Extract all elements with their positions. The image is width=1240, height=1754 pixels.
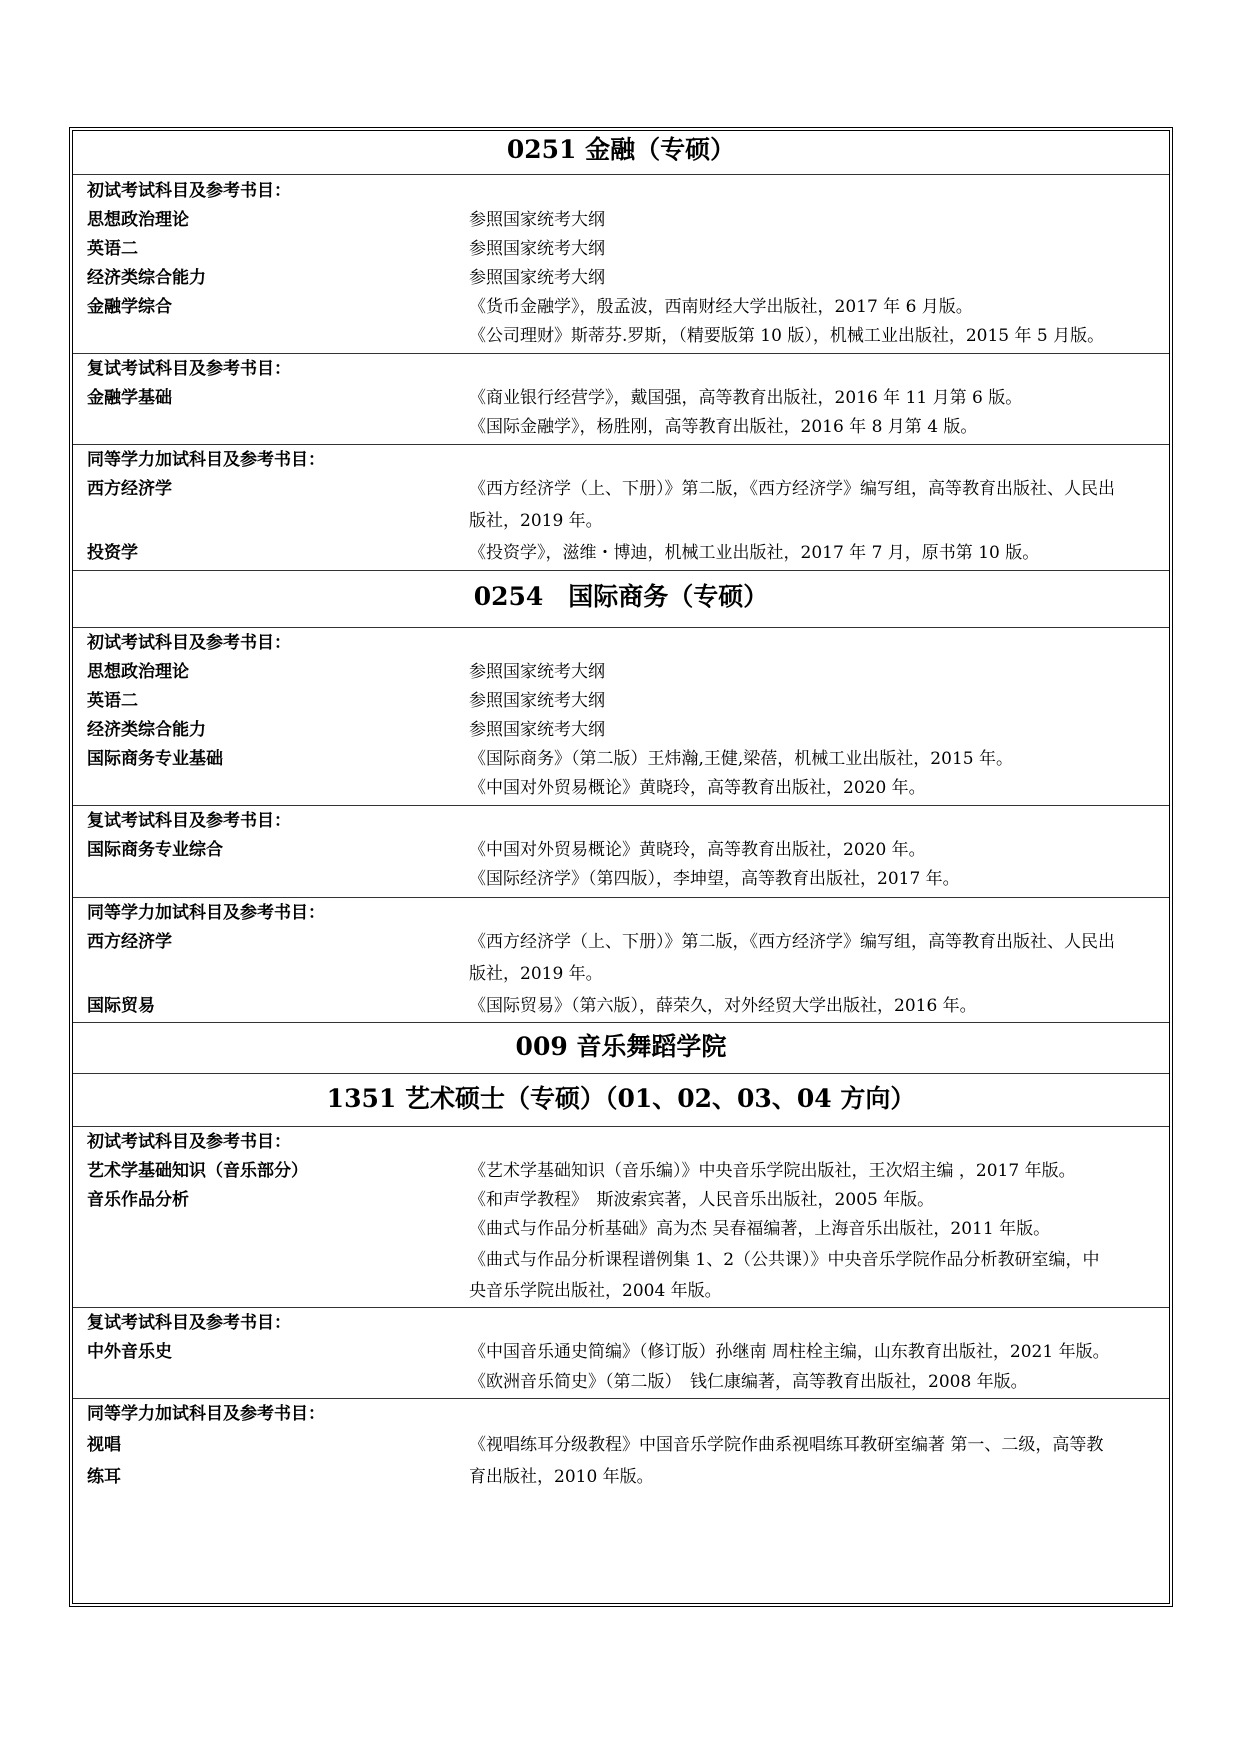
table-row [87, 926, 1163, 958]
reference-text: 《投资学》，滋维・博迪，机械工业出版社，2017 年 7 月，原书第 10 版。 [469, 543, 1040, 563]
table-row [87, 772, 1163, 804]
section-header [87, 353, 1163, 385]
table-row [87, 320, 1163, 352]
table-row [87, 382, 1163, 414]
reference-text: 《西方经济学（上、下册）》第二版，《西方经济学》编写组，高等教育出版社、人民出 [469, 479, 1115, 499]
retest-exam-header: 复试考试科目及参考书目： [87, 1313, 291, 1333]
initial-exam-header: 初试考试科目及参考书目： [87, 633, 291, 653]
table-row [87, 1461, 1163, 1493]
reference-text: 《国际经济学》（第四版），李坤望，高等教育出版社，2017 年。 [469, 869, 960, 889]
divider [73, 1022, 1169, 1023]
section-title-1351: 1351 艺术硕士（专硕）（01、02、03、04 方向） [326, 1084, 916, 1113]
subject-label: 中外音乐史 [87, 1342, 172, 1362]
reference-text: 参照国家统考大纲 [469, 268, 605, 288]
reference-text: 《国际商务》（第二版）王炜瀚,王健,梁蓓，机械工业出版社，2015 年。 [469, 749, 1013, 769]
reference-text: 参照国家统考大纲 [469, 662, 605, 682]
section-header [87, 444, 1163, 476]
table-row [87, 834, 1163, 866]
initial-exam-header: 初试考试科目及参考书目： [87, 1132, 291, 1152]
table-row [87, 1336, 1163, 1368]
reference-text: 《货币金融学》，殷孟波，西南财经大学出版社，2017 年 6 月版。 [469, 297, 973, 317]
subject-label: 视唱 [87, 1435, 121, 1455]
subject-label: 音乐作品分析 [87, 1190, 189, 1210]
extra-exam-header: 同等学力加试科目及参考书目： [87, 1404, 325, 1424]
subject-label: 思想政治理论 [87, 210, 189, 230]
subject-label: 国际贸易 [87, 996, 155, 1016]
subject-label: 国际商务专业基础 [87, 749, 223, 769]
reference-text: 央音乐学院出版社，2004 年版。 [469, 1281, 722, 1301]
reference-text: 《欧洲音乐简史》（第二版） 钱仁康编著，高等教育出版社，2008 年版。 [469, 1372, 1028, 1392]
reference-text: 《西方经济学（上、下册）》第二版，《西方经济学》编写组，高等教育出版社、人民出 [469, 932, 1115, 952]
table-row [87, 656, 1163, 688]
reference-text: 参照国家统考大纲 [469, 720, 605, 740]
reference-text: 《曲式与作品分析课程谱例集 1、2（公共课）》中央音乐学院作品分析教研室编，中 [469, 1250, 1100, 1270]
reference-text: 《和声学教程》 斯波索宾著，人民音乐出版社，2005 年版。 [469, 1190, 935, 1210]
table-row [87, 204, 1163, 236]
table-row [87, 685, 1163, 717]
reference-text: 《视唱练耳分级教程》中国音乐学院作曲系视唱练耳教研室编著 第一、二级，高等教 [469, 1435, 1104, 1455]
reference-text: 《公司理财》斯蒂芬.罗斯，（精要版第 10 版），机械工业出版社，2015 年 5 月版。 [469, 326, 1105, 346]
reference-text: 《曲式与作品分析基础》高为杰 吴春福编著，上海音乐出版社，2011 年版。 [469, 1219, 1051, 1239]
table-row [87, 262, 1163, 294]
table-row [87, 233, 1163, 265]
extra-exam-header: 同等学力加试科目及参考书目： [87, 903, 325, 923]
reference-text: 参照国家统考大纲 [469, 239, 605, 259]
reference-text: 参照国家统考大纲 [469, 691, 605, 711]
table-row [87, 743, 1163, 775]
reference-text: 《中国音乐通史简编》（修订版）孙继南 周柱栓主编，山东教育出版社，2021 年版。 [469, 1342, 1110, 1362]
divider [73, 1073, 1169, 1074]
table-row [87, 291, 1163, 323]
table-row [87, 1155, 1163, 1187]
table-row [87, 473, 1163, 505]
subject-label: 练耳 [87, 1467, 121, 1487]
table-row [87, 863, 1163, 895]
subject-label: 经济类综合能力 [87, 268, 206, 288]
subject-label: 英语二 [87, 239, 138, 259]
divider [73, 570, 1169, 571]
table-row [87, 1429, 1163, 1461]
reference-text: 参照国家统考大纲 [469, 210, 605, 230]
subject-label: 艺术学基础知识（音乐部分） [87, 1161, 308, 1181]
retest-exam-header: 复试考试科目及参考书目： [87, 811, 291, 831]
reference-text: 版社，2019 年。 [469, 964, 603, 984]
section-title-0254: 0254 国际商务（专硕） [473, 582, 769, 611]
section-header [87, 1126, 1163, 1158]
reference-text: 《艺术学基础知识（音乐编）》中央音乐学院出版社，王次炤主编 ，2017 年版。 [469, 1161, 1076, 1181]
subject-label: 思想政治理论 [87, 662, 189, 682]
initial-exam-header: 初试考试科目及参考书目： [87, 181, 291, 201]
section-header [87, 627, 1163, 659]
reference-text: 版社，2019 年。 [469, 511, 603, 531]
reference-text: 《商业银行经营学》，戴国强，高等教育出版社，2016 年 11 月第 6 版。 [469, 388, 1023, 408]
section-title-0251: 0251 金融（专硕） [506, 135, 736, 164]
section-header [87, 1307, 1163, 1339]
table-row [87, 1213, 1163, 1245]
table-row [87, 714, 1163, 746]
section-header [87, 1398, 1163, 1430]
subject-label: 金融学综合 [87, 297, 172, 317]
college-title: 009 音乐舞蹈学院 [515, 1032, 727, 1061]
table-row [87, 1184, 1163, 1216]
subject-label: 经济类综合能力 [87, 720, 206, 740]
document-table [72, 130, 1170, 1604]
extra-exam-header: 同等学力加试科目及参考书目： [87, 450, 325, 470]
section-header [87, 805, 1163, 837]
table-row [87, 411, 1163, 443]
subject-label: 金融学基础 [87, 388, 172, 408]
reference-text: 《中国对外贸易概论》黄晓玲，高等教育出版社，2020 年。 [469, 840, 926, 860]
table-row [87, 1275, 1163, 1307]
reference-text: 《国际金融学》，杨胜刚，高等教育出版社，2016 年 8 月第 4 版。 [469, 417, 978, 437]
reference-text: 育出版社，2010 年版。 [469, 1467, 654, 1487]
retest-exam-header: 复试考试科目及参考书目： [87, 359, 291, 379]
subject-label: 投资学 [87, 543, 138, 563]
table-row [87, 990, 1163, 1022]
table-row [87, 537, 1163, 569]
section-header [87, 897, 1163, 929]
subject-label: 西方经济学 [87, 479, 172, 499]
table-row [87, 1244, 1163, 1276]
table-row [87, 958, 1163, 990]
subject-label: 西方经济学 [87, 932, 172, 952]
reference-text: 《中国对外贸易概论》黄晓玲，高等教育出版社，2020 年。 [469, 778, 926, 798]
table-row [87, 1366, 1163, 1398]
subject-label: 国际商务专业综合 [87, 840, 223, 860]
subject-label: 英语二 [87, 691, 138, 711]
section-header [87, 175, 1163, 207]
reference-text: 《国际贸易》（第六版），薛荣久，对外经贸大学出版社，2016 年。 [469, 996, 977, 1016]
table-row [87, 505, 1163, 537]
